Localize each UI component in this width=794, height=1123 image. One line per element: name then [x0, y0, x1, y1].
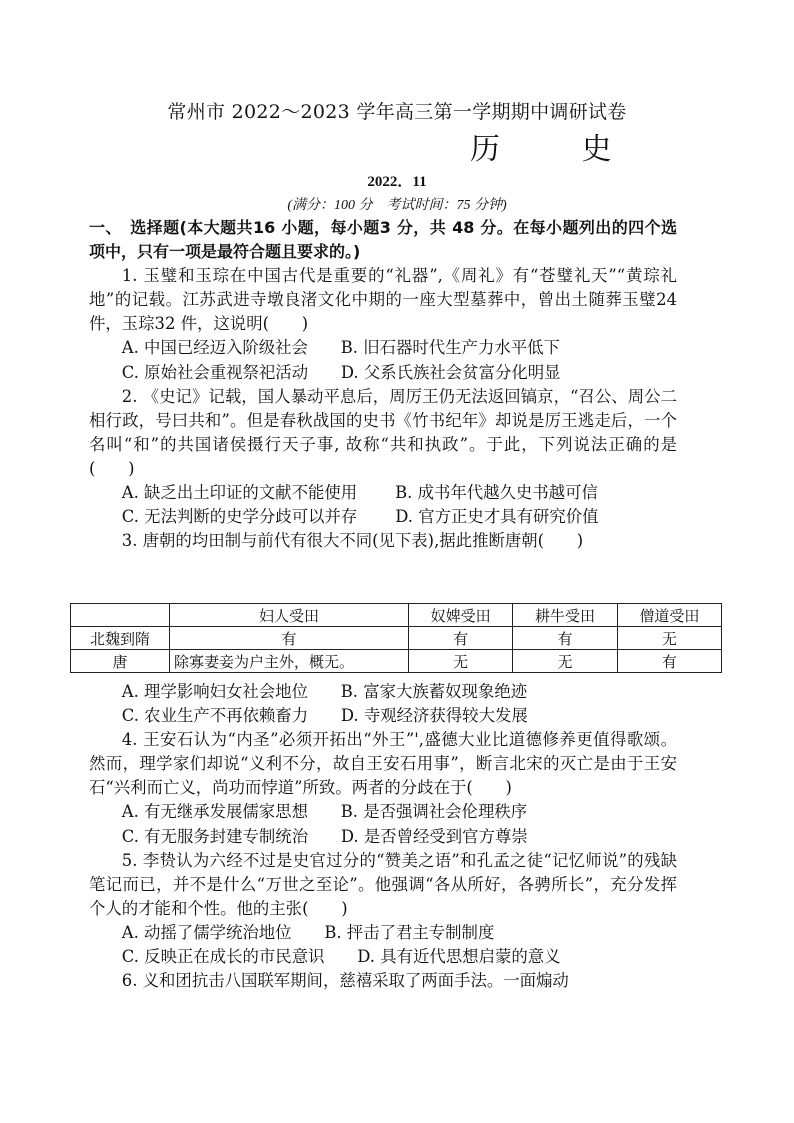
questions-part-2 — [89, 680, 677, 993]
question-2-options-ab: A. 缺乏出土印证的文献不能使用 B. 成书年代越久史书越可信 — [121, 483, 598, 503]
section-heading: 一、 选择题(本大题共16 小题，每小题3 分，共 48 分。在每小题列出的四个选项中，只有一项是最符合题且要求的。) — [89, 218, 677, 262]
questions-part-1 — [89, 216, 677, 553]
question-3-options-ab: A. 理学影响妇女社会地位 B. 富家大族蓄奴现象绝迹 — [121, 682, 528, 701]
question-1-options-ab: A. 中国已经迈入阶级社会 B. 旧石器时代生产力水平低下 — [121, 338, 560, 358]
question-6-stem: 6. 义和团抗击八国联军期间，慈禧采取了两面手法。一面煽动 — [121, 971, 569, 991]
question-1-stem: 1. 玉璧和玉琮在中国古代是重要的“礼器”,《周礼》有“苍璧礼天”“黄琮礼地”的记载。江苏武进寺墩良渚文化中期的一座大型墓葬中，曾出土随葬玉璧24 件，玉琮32 件，这说明( ) — [89, 266, 677, 334]
question-5-stem: 5. 李贽认为六经不过是史官过分的“赞美之语”和孔孟之徒“记忆师说”的残缺笔记而已，并不是什么“万世之至论”。他强调“各从所好，各骋所长”，充分发挥个人的才能和个性。他的主张( ) — [89, 850, 677, 918]
table-header-cell — [71, 604, 170, 627]
table-cell: 唐 — [71, 650, 170, 673]
table-header-cell: 耕牛受田 — [513, 604, 617, 627]
question-3-table — [70, 603, 722, 673]
table-cell: 除寡妻妾为户主外，概无。 — [170, 650, 409, 673]
table-cell: 北魏到隋 — [71, 627, 170, 650]
question-5-options-ab: A. 动摇了儒学统治地位 B. 抨击了君主专制制度 — [121, 922, 495, 942]
question-4-options-ab: A. 有无继承发展儒家思想 B. 是否强调社会伦理秩序 — [121, 802, 528, 822]
question-5-options-cd: C. 反映正在成长的市民意识 D. 具有近代思想启蒙的意义 — [121, 947, 561, 967]
question-3-stem: 3. 唐朝的均田制与前代有很大不同(见下表),据此推断唐朝( ) — [121, 531, 584, 551]
table-cell: 有 — [513, 627, 617, 650]
question-3-options-cd: C. 农业生产不再依赖畜力 D. 寺观经济获得较大发展 — [121, 706, 528, 726]
table-row — [71, 627, 722, 650]
table-header-row — [71, 604, 722, 627]
subject-title: 历 史 — [470, 132, 648, 167]
exam-date: 2022．11 — [367, 174, 427, 190]
table-header-cell: 僧道受田 — [617, 604, 721, 627]
exam-title: 常州市 2022～2023 学年高三第一学期期中调研试卷 — [167, 101, 627, 123]
question-4-stem: 4. 王安石认为“内圣”必须开拓出“外王”',盛德大业比道德修养更值得歌颂。然而，理学家们却说“义利不分，故自王安石用事”，断言北宋的灭亡是由于王安石“兴利而亡义，尚功而悖道”所致。两者的分歧在于( ) — [89, 730, 677, 798]
question-2-options-cd: C. 无法判断的史学分歧可以并存 D. 官方正史才具有研究价值 — [121, 507, 599, 527]
table-header-cell: 妇人受田 — [170, 604, 409, 627]
table-cell: 无 — [617, 627, 721, 650]
table-cell: 有 — [170, 627, 409, 650]
question-4-options-cd: C. 有无服务封建专制统治 D. 是否曾经受到官方尊崇 — [121, 826, 528, 846]
table-cell: 无 — [513, 650, 617, 673]
question-1-options-cd: C. 原始社会重视祭祀活动 D. 父系氏族社会贫富分化明显 — [121, 362, 561, 382]
table-cell: 无 — [409, 650, 513, 673]
table-cell: 有 — [617, 650, 721, 673]
question-2-stem: 2. 《史记》记载，国人暴动平息后，周厉王仍无法返回镐京，“召公、周公二相行政，号曰共和”。但是春秋战国的史书《竹书纪年》却说是厉王逃走后，一个名叫“和”的共国诸侯摄行天子事, 故称“共和执政”。于此，下列说法正确的是( ) — [89, 386, 677, 478]
table-cell: 有 — [409, 627, 513, 650]
table-header-cell: 奴婢受田 — [409, 604, 513, 627]
table-row — [71, 650, 722, 673]
exam-meta: (满分：100 分 考试时间：75 分钟) — [287, 198, 507, 213]
